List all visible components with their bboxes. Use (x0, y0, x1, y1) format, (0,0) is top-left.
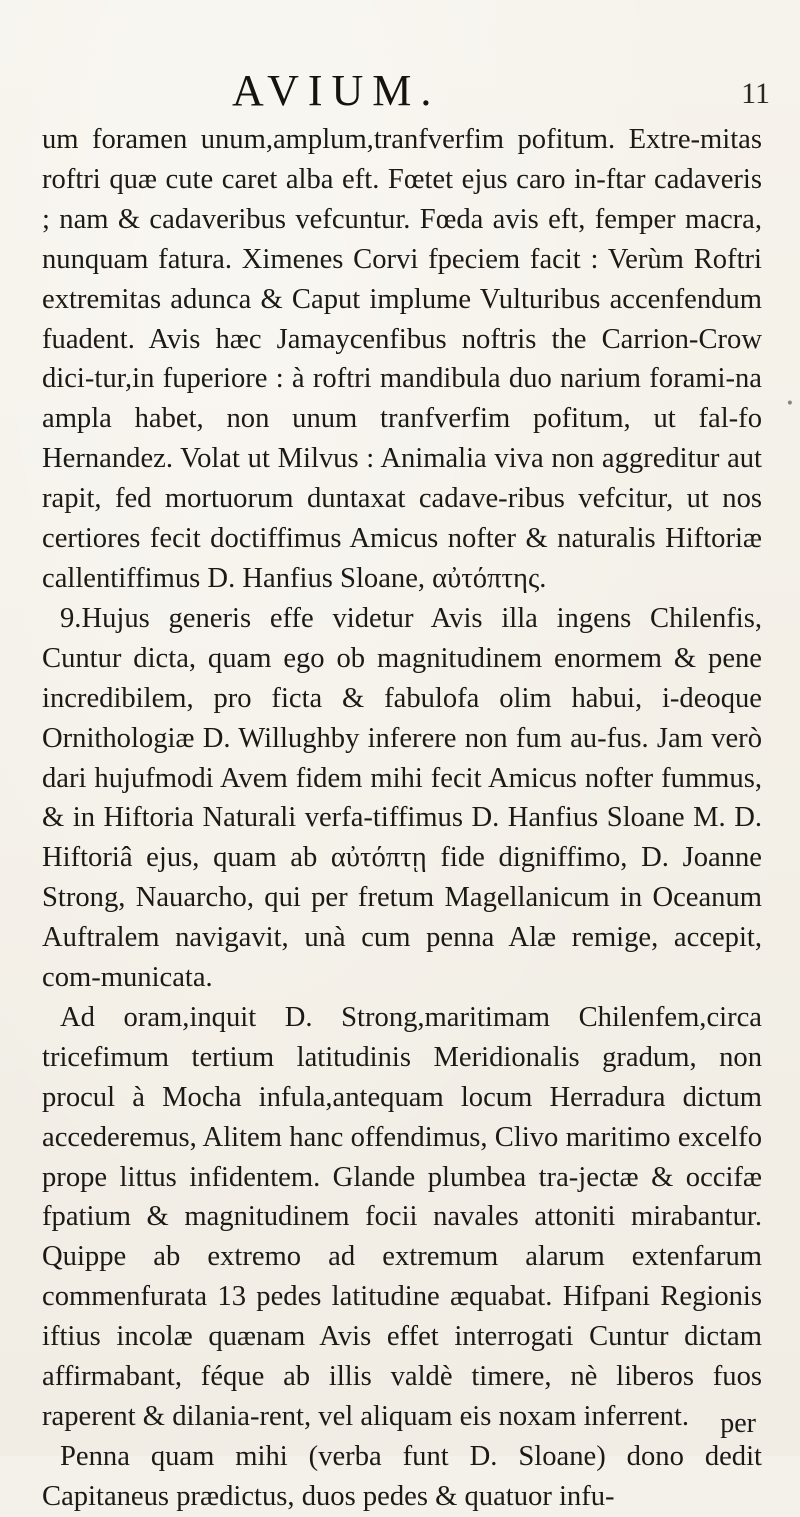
page-header (0, 66, 800, 116)
running-title: AVIUM. (232, 66, 441, 115)
paragraph-cuntur: 9.Hujus generis effe videtur Avis illa ingens Chilenfis, Cuntur dicta, quam ego ob magnitudinem enormem & pene incredibilem, pro ficta & fabulofa olim habui, i-deoque Ornithologiæ D. Willughby inferere non fum au-fus. Jam verò dari hujufmodi Avem fidem mihi fecit Amicus nofter fummus, & in Hiftoria Naturali verfa-tiffimus D. Hanfius Sloane M. D. Hiftoriâ ejus, quam ab αὐτόπτῃ fide digniffimo, D. Joanne Strong, Nauarcho, qui per fretum Magellanicum in Oceanum Auftralem navigavit, unà cum penna Alæ remige, accepit, com-municata. (42, 602, 762, 994)
body-text (42, 120, 762, 1517)
page-number: 11 (741, 77, 770, 110)
paragraph-strong-account: Ad oram,inquit D. Strong,maritimam Chilenfem,circa tricefimum tertium latitudinis Meridionalis gradum, non procul à Mocha infula,antequam locum Herradura dictum accederemus, Alitem hanc offendimus, Clivo maritimo excelfo prope littus infidentem. Glande plumbea tra-jectæ & occifæ fpatium & magnitudinem focii navales attoniti mirabantur. Quippe ab extremo ad extremum alarum extenfarum commenfurata 13 pedes latitudine æquabat. Hifpani Regionis iftius incolæ quænam Avis effet interrogati Cuntur dictam affirmabant, féque ab illis valdè timere, nè liberos fuos raperent & dilania-rent, vel aliquam eis noxam inferrent. (42, 1001, 762, 1432)
paragraph-carrion-crow: um foramen unum,amplum,tranfverfim pofitum. Extre-mitas roftri quæ cute caret alba eft. Fœtet ejus caro in-ftar cadaveris ; nam & cadaveribus vefcuntur. Fœda avis eft, femper macra, nunquam fatura. Ximenes Corvi fpeciem facit : Verùm Roftri extremitas adunca & Caput implume Vulturibus accenfendum fuadent. Avis hæc Jamaycenfibus noftris the Carrion-Crow dici-tur,in fuperiore : à roftri mandibula duo narium forami-na ampla habet, non unum tranfverfim pofitum, ut fal-fo Hernandez. Volat ut Milvus : Animalia viva non aggreditur aut rapit, fed mortuorum duntaxat cadave-ribus vefcitur, ut nos certiores fecit doctiffimus Amicus nofter & naturalis Hiftoriæ callentiffimus D. Hanfius Sloane, αὐτόπτης. (42, 124, 762, 594)
catchword: per (720, 1408, 756, 1439)
paragraph-penna: Penna quam mihi (verba funt D. Sloane) dono dedit Capitaneus prædictus, duos pedes & quatuor infu- (42, 1440, 762, 1512)
margin-dot: • (785, 396, 794, 412)
